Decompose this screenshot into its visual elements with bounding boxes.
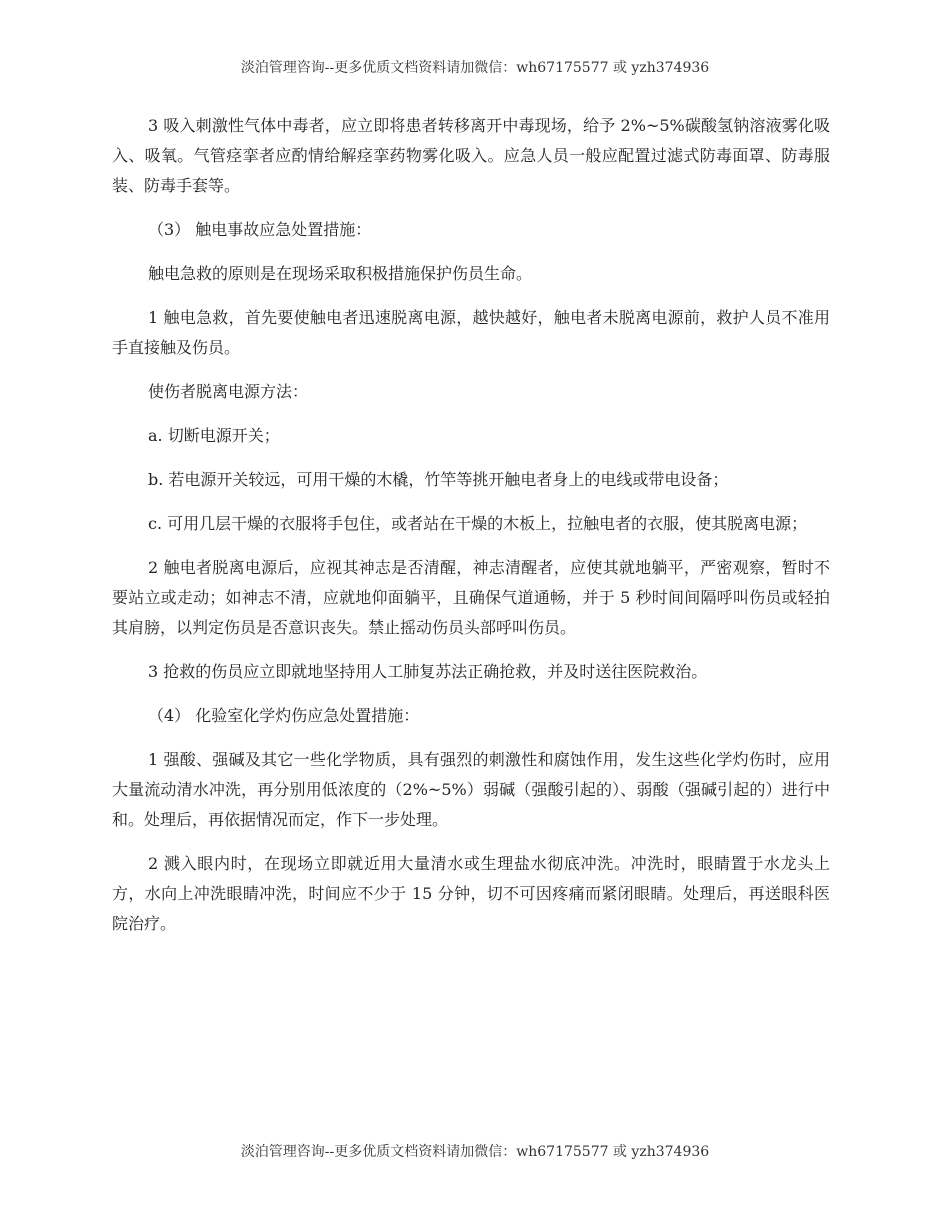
section-heading-chemical-burn: （4） 化验室化学灼伤应急处置措施： <box>148 706 420 725</box>
paragraph-disconnect-methods: 使伤者脱离电源方法： <box>148 382 309 401</box>
document-body <box>112 111 830 953</box>
paragraph-shock-step-1: 1 触电急救，首先要使触电者迅速脱离电源，越快越好，触电者未脱离电源前，救护人员不准用手直接触及伤员。 <box>112 308 830 357</box>
list-item-a: a. 切断电源开关； <box>148 426 280 445</box>
section-heading-electric-shock: （3） 触电事故应急处置措施： <box>148 220 372 239</box>
paragraph-chemical-step-2: 2 溅入眼内时，在现场立即就近用大量清水或生理盐水彻底冲洗。冲洗时，眼睛置于水龙头上方，水向上冲洗眼睛冲洗，时间应不少于 15 分钟，切不可因疼痛而紧闭眼睛。处理后，再送眼科医院治疗。 <box>112 854 830 933</box>
paragraph-shock-principle: 触电急救的原则是在现场采取积极措施保护伤员生命。 <box>148 264 533 283</box>
paragraph-chemical-step-1: 1 强酸、强碱及其它一些化学物质，具有强烈的刺激性和腐蚀作用，发生这些化学灼伤时，应用大量流动清水冲洗，再分别用低浓度的（2%~5%）弱碱（强酸引起的）、弱酸（强碱引起的）进行中和。处理后，再依据情况而定，作下一步处理。 <box>112 750 830 829</box>
paragraph-inhalation-poisoning: 3 吸入刺激性气体中毒者，应立即将患者转移离开中毒现场，给予 2%~5%碳酸氢钠溶液雾化吸入、吸氧。气管痉挛者应酌情给解痉挛药物雾化吸入。应急人员一般应配置过滤式防毒面罩、防毒服装、防毒手套等。 <box>112 116 830 195</box>
paragraph-shock-step-3: 3 抢救的伤员应立即就地坚持用人工肺复苏法正确抢救，并及时送往医院救治。 <box>148 662 708 681</box>
list-item-b: b. 若电源开关较远，可用干燥的木橇，竹竿等挑开触电者身上的电线或带电设备； <box>148 470 729 489</box>
page-footer: 淡泊管理咨询--更多优质文档资料请加微信：wh67175577 或 yzh374936 <box>240 1144 710 1160</box>
page-header: 淡泊管理咨询--更多优质文档资料请加微信：wh67175577 或 yzh374936 <box>240 60 710 76</box>
list-item-c: c. 可用几层干燥的衣服将手包住，或者站在干燥的木板上，拉触电者的衣服，使其脱离电源； <box>148 514 808 533</box>
paragraph-shock-step-2: 2 触电者脱离电源后，应视其神志是否清醒，神志清醒者，应使其就地躺平，严密观察，暂时不要站立或走动；如神志不清，应就地仰面躺平，且确保气道通畅，并于 5 秒时间间隔呼叫伤员或轻拍其肩膀，以判定伤员是否意识丧失。禁止摇动伤员头部呼叫伤员。 <box>112 558 830 637</box>
